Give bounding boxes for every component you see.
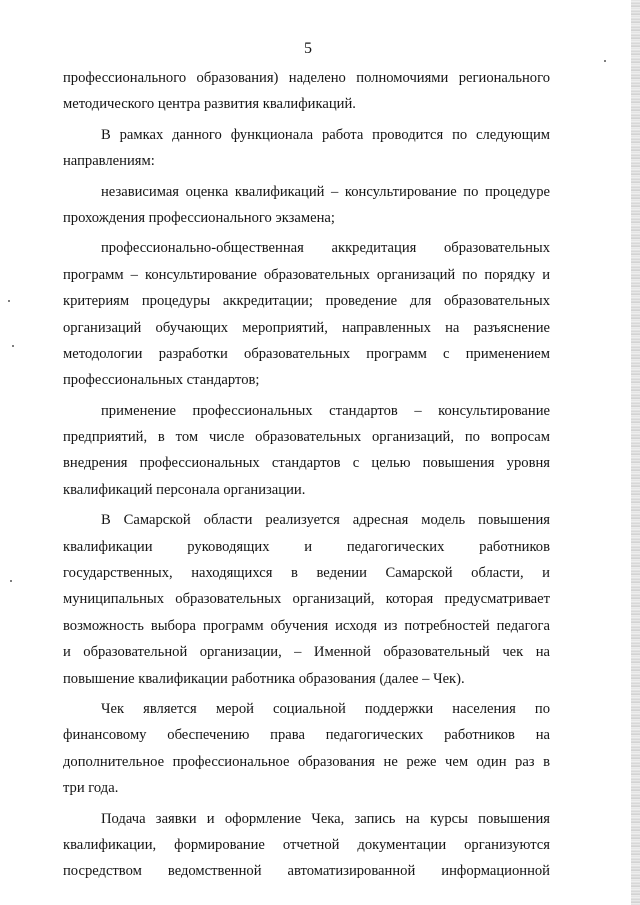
text-line: квалификаций персонала организации. [63, 481, 306, 498]
document-body [63, 65, 550, 885]
text-line: направлениям: [63, 153, 155, 170]
text-line: три года. [63, 780, 119, 797]
paragraph [63, 398, 550, 504]
text-line: внедрения профессиональных стандартов с целью повышения уровня [63, 455, 550, 472]
text-line: независимая оценка квалификаций – консультирование по процедуре [101, 183, 550, 200]
text-line: критериям процедуры аккредитации; проведение для образовательных [63, 293, 550, 310]
scan-speck [604, 60, 606, 62]
paragraph [63, 806, 550, 885]
text-line: В рамках данного функционала работа проводится по следующим [101, 126, 550, 143]
text-line: финансовому обеспечению права педагогических работников на [63, 727, 550, 744]
text-line: методического центра развития квалификаций. [63, 96, 356, 113]
text-line: Подача заявки и оформление Чека, запись на курсы повышения [101, 810, 550, 827]
scan-speck [12, 345, 14, 347]
text-line: дополнительное профессиональное образования не реже чем один раз в [63, 753, 550, 770]
text-line: профессионально-общественная аккредитация образовательных [101, 240, 550, 257]
text-line: квалификации руководящих и педагогических работников [63, 538, 550, 555]
page-number: 5 [304, 40, 312, 57]
text-line: применение профессиональных стандартов – консультирование [101, 402, 550, 419]
text-line: квалификации, формирование отчетной документации организуются [63, 836, 550, 853]
scan-speck [10, 580, 12, 582]
text-line: программ – консультирование образовательных организаций по порядку и [63, 266, 550, 283]
text-line: и образовательной организации, – Именной образовательный чек на [63, 644, 550, 661]
text-line: В Самарской области реализуется адресная модель повышения [101, 512, 550, 529]
text-line: повышение квалификации работника образования (далее – Чек). [63, 670, 465, 687]
text-line: методологии разработки образовательных программ с применением [63, 345, 550, 362]
text-line: организаций обучающих мероприятий, направленных на разъяснение [63, 319, 550, 336]
text-line: муниципальных образовательных организаций, которая предусматривает [63, 591, 550, 608]
scan-edge-artifact [631, 0, 640, 905]
text-line: Чек является мерой социальной поддержки населения по [101, 700, 550, 717]
paragraph [63, 65, 550, 118]
text-line: предприятий, в том числе образовательных организаций, по вопросам [63, 429, 550, 446]
scan-speck [8, 300, 10, 302]
paragraph [63, 696, 550, 802]
paragraph [63, 122, 550, 175]
text-line: возможность выбора программ обучения исходя из потребностей педагога [63, 617, 550, 634]
text-line: профессиональных стандартов; [63, 372, 260, 389]
paragraph [63, 235, 550, 393]
text-line: профессионального образования) наделено полномочиями регионального [63, 70, 550, 86]
text-line: государственных, находящихся в ведении Самарской области, и [63, 565, 550, 582]
paragraph [63, 179, 550, 232]
text-line: посредством ведомственной автоматизированной информационной [63, 863, 550, 880]
text-line: прохождения профессионального экзамена; [63, 209, 335, 226]
paragraph [63, 507, 550, 692]
